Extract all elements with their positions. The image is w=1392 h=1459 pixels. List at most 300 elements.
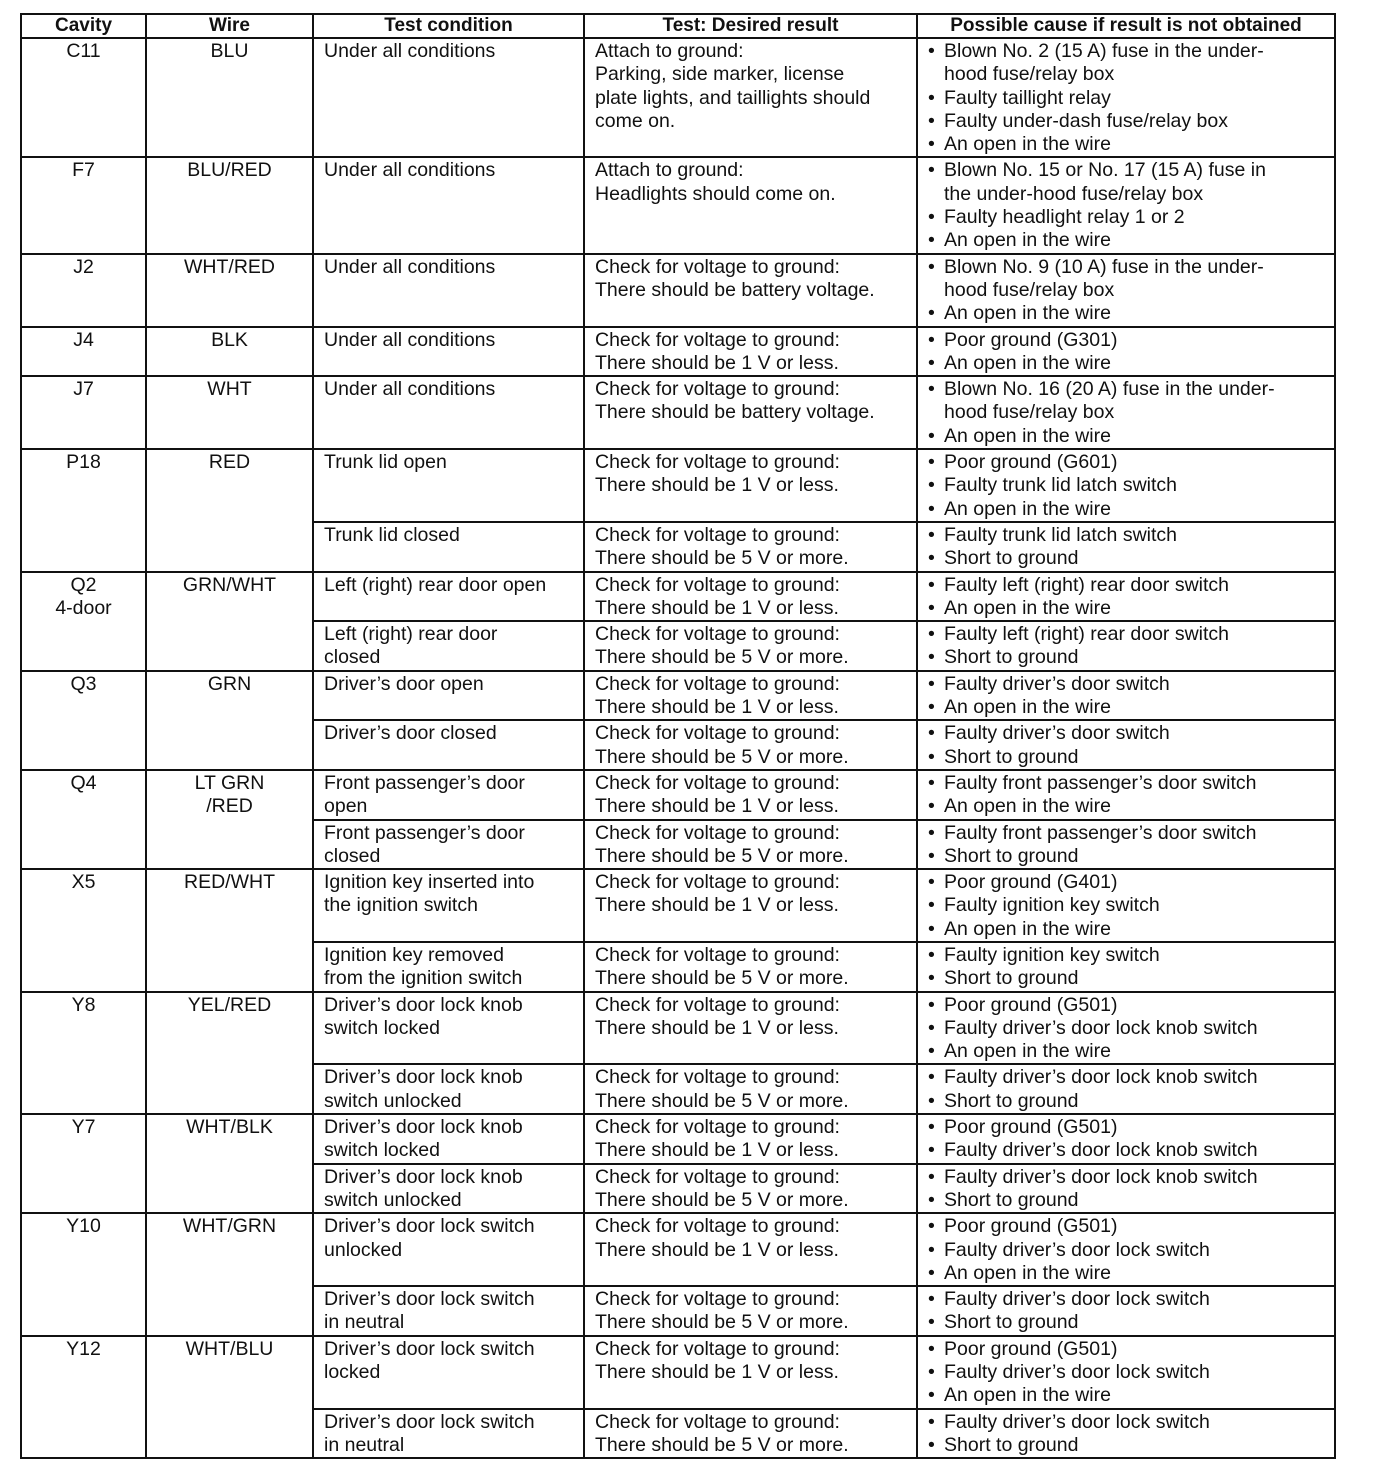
cause-text: • Poor ground (G501)	[944, 1337, 1118, 1360]
test-condition-text: switch locked	[324, 1139, 440, 1162]
cause-bullet-item	[926, 1262, 1332, 1285]
cause-text: • Faulty driver’s door switch	[944, 672, 1170, 695]
desired-result-text: Check for voltage to ground:	[595, 523, 840, 546]
table-row	[21, 770, 1335, 820]
desired-result-text: come on.	[595, 109, 676, 132]
desired-result-text: Check for voltage to ground:	[595, 1165, 840, 1188]
header-possible-cause: Possible cause if result is not obtained	[917, 14, 1335, 38]
cavity-cell	[21, 770, 146, 869]
possible-cause-cell	[917, 1164, 1335, 1214]
cause-bullet-item	[926, 524, 1332, 547]
possible-cause-cell	[917, 1336, 1335, 1409]
cause-bullet-item	[926, 944, 1332, 967]
cause-bullet-item	[926, 229, 1332, 252]
connector-test-table	[20, 13, 1336, 1459]
desired-result-text: There should be battery voltage.	[595, 401, 875, 424]
possible-cause-cell	[917, 621, 1335, 671]
header-row	[21, 14, 1335, 38]
cause-text: • Faulty under-dash fuse/relay box	[944, 109, 1228, 132]
test-condition-cell	[313, 572, 584, 622]
cause-bullet-item	[926, 646, 1332, 669]
cause-text: • Blown No. 16 (20 A) fuse in the under-	[944, 378, 1275, 401]
cause-bullet-item	[926, 1166, 1332, 1189]
cavity-text: Y8	[71, 993, 96, 1016]
cavity-text: X5	[71, 871, 96, 894]
cause-text: • Faulty driver’s door lock switch	[944, 1361, 1210, 1384]
cause-bullet-item	[926, 1411, 1332, 1434]
cavity-cell	[21, 327, 146, 377]
cause-text: • An open in the wire	[944, 795, 1111, 818]
desired-result-text: There should be 1 V or less.	[595, 795, 839, 818]
cavity-text: Q2	[70, 573, 97, 596]
cavity-text: Q3	[70, 672, 97, 695]
desired-result-text: Attach to ground:	[595, 159, 744, 182]
cause-bullet-item	[926, 795, 1332, 818]
desired-result-text: Check for voltage to ground:	[595, 623, 840, 646]
cause-text: • Faulty driver’s door lock switch	[944, 1410, 1210, 1433]
wire-color-text: GRN/WHT	[182, 573, 277, 596]
cause-text: • Short to ground	[944, 1089, 1079, 1112]
cause-bullet-item	[926, 378, 1332, 425]
cause-bullet-item	[926, 772, 1332, 795]
possible-cause-cell	[917, 1286, 1335, 1336]
desired-result-text: There should be 1 V or less.	[595, 1016, 839, 1039]
cause-bullet-item	[926, 1189, 1332, 1212]
cavity-cell	[21, 1336, 146, 1458]
test-condition-cell	[313, 327, 584, 377]
desired-result-text: There should be 5 V or more.	[595, 1089, 849, 1112]
desired-result-cell	[584, 621, 917, 671]
cause-bullet-item	[926, 597, 1332, 620]
test-condition-cell	[313, 1114, 584, 1164]
cause-text: • Faulty front passenger’s door switch	[944, 771, 1257, 794]
wire-cell	[146, 157, 313, 253]
wire-cell	[146, 376, 313, 449]
wire-cell	[146, 1114, 313, 1213]
cause-text: • Faulty taillight relay	[944, 86, 1111, 109]
desired-result-text: There should be 1 V or less.	[595, 351, 839, 374]
desired-result-cell	[584, 327, 917, 377]
desired-result-text: There should be 5 V or more.	[595, 1433, 849, 1456]
cause-text: • An open in the wire	[944, 1384, 1111, 1407]
header-wire: Wire	[146, 14, 313, 38]
cause-text: • Poor ground (G501)	[944, 1116, 1118, 1139]
cause-text: • Poor ground (G401)	[944, 871, 1118, 894]
wire-cell	[146, 327, 313, 377]
desired-result-cell	[584, 671, 917, 721]
cause-bullet-item	[926, 1338, 1332, 1361]
wire-cell	[146, 992, 313, 1114]
possible-cause-cell	[917, 942, 1335, 992]
table-row	[21, 1336, 1335, 1409]
desired-result-text: Check for voltage to ground:	[595, 871, 840, 894]
desired-result-cell	[584, 869, 917, 942]
desired-result-text: There should be 1 V or less.	[595, 474, 839, 497]
cause-text: hood fuse/relay box	[944, 63, 1115, 86]
test-condition-cell	[313, 38, 584, 157]
cause-bullet-item	[926, 1066, 1332, 1089]
table-row	[21, 1213, 1335, 1286]
test-condition-text: the ignition switch	[324, 894, 478, 917]
desired-result-text: Check for voltage to ground:	[595, 672, 840, 695]
cause-text: • An open in the wire	[944, 302, 1111, 325]
test-condition-text: Left (right) rear door	[324, 623, 498, 646]
cause-text: • Faulty driver’s door lock knob switch	[944, 1066, 1258, 1089]
desired-result-cell	[584, 1213, 917, 1286]
desired-result-text: There should be 1 V or less.	[595, 696, 839, 719]
wire-color-text: LT GRN	[194, 771, 265, 794]
wire-color-text: RED/WHT	[184, 871, 275, 894]
cause-text: • Faulty trunk lid latch switch	[944, 523, 1178, 546]
wire-cell	[146, 869, 313, 991]
cause-text: • Faulty ignition key switch	[944, 943, 1160, 966]
desired-result-cell	[584, 820, 917, 870]
test-condition-cell	[313, 720, 584, 770]
desired-result-cell	[584, 1064, 917, 1114]
cause-text: • Faulty headlight relay 1 or 2	[944, 206, 1185, 229]
test-condition-text: Driver’s door lock switch	[324, 1337, 535, 1360]
cause-bullet-item	[926, 746, 1332, 769]
cause-bullet-item	[926, 547, 1332, 570]
cavity-text: Y12	[66, 1337, 101, 1360]
header-test-condition: Test condition	[313, 14, 584, 38]
test-condition-text: from the ignition switch	[324, 967, 523, 990]
cause-text: • An open in the wire	[944, 229, 1111, 252]
cause-text: • An open in the wire	[944, 133, 1111, 156]
test-condition-text: Driver’s door lock knob	[324, 1165, 523, 1188]
cavity-text: J7	[73, 378, 94, 401]
cavity-text: 4-door	[55, 596, 112, 619]
test-condition-text: Front passenger’s door	[324, 771, 525, 794]
desired-result-text: There should be 5 V or more.	[595, 967, 849, 990]
cause-bullet-item	[926, 133, 1332, 156]
desired-result-text: There should be 1 V or less.	[595, 1361, 839, 1384]
desired-result-cell	[584, 992, 917, 1065]
cause-text: • Blown No. 2 (15 A) fuse in the under-	[944, 40, 1264, 62]
possible-cause-cell	[917, 327, 1335, 377]
cavity-text: Y10	[66, 1215, 101, 1238]
cause-bullet-item	[926, 302, 1332, 325]
cause-text: • Faulty front passenger’s door switch	[944, 821, 1257, 844]
cavity-cell	[21, 671, 146, 770]
possible-cause-cell	[917, 254, 1335, 327]
wire-cell	[146, 38, 313, 157]
wire-color-text: GRN	[207, 672, 252, 695]
test-condition-text: Under all conditions	[324, 378, 496, 401]
desired-result-text: plate lights, and taillights should	[595, 86, 871, 109]
test-condition-cell	[313, 992, 584, 1065]
cause-text: • Poor ground (G501)	[944, 993, 1118, 1016]
test-condition-text: Driver’s door lock knob	[324, 1116, 523, 1139]
cavity-text: Y7	[71, 1116, 96, 1139]
test-condition-cell	[313, 449, 584, 522]
test-condition-cell	[313, 770, 584, 820]
wire-cell	[146, 770, 313, 869]
possible-cause-cell	[917, 770, 1335, 820]
test-condition-text: Front passenger’s door	[324, 821, 525, 844]
header-cavity: Cavity	[21, 14, 146, 38]
wire-cell	[146, 449, 313, 571]
table-body	[21, 38, 1335, 1458]
desired-result-text: There should be 5 V or more.	[595, 547, 849, 570]
test-condition-text: in neutral	[324, 1311, 405, 1334]
possible-cause-cell	[917, 1114, 1335, 1164]
test-condition-cell	[313, 1213, 584, 1286]
cause-bullet-item	[926, 40, 1332, 87]
desired-result-cell	[584, 720, 917, 770]
cavity-text: C11	[66, 40, 101, 62]
possible-cause-cell	[917, 1064, 1335, 1114]
cause-text: • Faulty driver’s door lock switch	[944, 1288, 1210, 1311]
cause-text: • Short to ground	[944, 844, 1079, 867]
cause-bullet-item	[926, 1288, 1332, 1311]
cause-bullet-item	[926, 1040, 1332, 1063]
possible-cause-cell	[917, 820, 1335, 870]
cause-text: • Short to ground	[944, 646, 1079, 669]
cause-text: hood fuse/relay box	[944, 401, 1115, 424]
cause-text: • Poor ground (G301)	[944, 328, 1118, 351]
cause-bullet-item	[926, 1384, 1332, 1407]
cause-bullet-item	[926, 623, 1332, 646]
desired-result-text: Attach to ground:	[595, 40, 744, 62]
cause-text: • Blown No. 9 (10 A) fuse in the under-	[944, 255, 1264, 278]
wire-cell	[146, 1336, 313, 1458]
cause-text: • Short to ground	[944, 1433, 1079, 1456]
cause-text: • Faulty driver’s door switch	[944, 722, 1170, 745]
possible-cause-cell	[917, 671, 1335, 721]
desired-result-text: Check for voltage to ground:	[595, 378, 840, 401]
test-condition-text: Driver’s door open	[324, 672, 484, 695]
cause-text: • An open in the wire	[944, 1040, 1111, 1063]
test-condition-cell	[313, 1409, 584, 1459]
table-row	[21, 327, 1335, 377]
cause-text: • An open in the wire	[944, 596, 1111, 619]
cavity-cell	[21, 254, 146, 327]
test-condition-cell	[313, 869, 584, 942]
test-condition-text: closed	[324, 646, 381, 669]
cause-text: • Short to ground	[944, 967, 1079, 990]
table-row	[21, 38, 1335, 157]
cavity-cell	[21, 376, 146, 449]
wire-color-text: BLU	[210, 40, 249, 62]
test-condition-cell	[313, 157, 584, 253]
cause-bullet-item	[926, 918, 1332, 941]
cause-bullet-item	[926, 1017, 1332, 1040]
header-desired-result: Test: Desired result	[584, 14, 917, 38]
cavity-text: J2	[73, 255, 94, 278]
wire-color-text: WHT/BLU	[185, 1337, 274, 1360]
test-condition-text: Under all conditions	[324, 40, 496, 62]
test-condition-cell	[313, 621, 584, 671]
table-row	[21, 869, 1335, 942]
desired-result-cell	[584, 1164, 917, 1214]
test-condition-cell	[313, 522, 584, 572]
wire-color-text: BLK	[211, 328, 248, 351]
wire-color-text: RED	[208, 451, 251, 474]
wire-color-text: BLU/RED	[187, 159, 272, 182]
desired-result-text: There should be 5 V or more.	[595, 1311, 849, 1334]
wire-color-text: /RED	[206, 795, 253, 818]
desired-result-text: Check for voltage to ground:	[595, 771, 840, 794]
test-condition-cell	[313, 671, 584, 721]
test-condition-cell	[313, 376, 584, 449]
possible-cause-cell	[917, 1213, 1335, 1286]
desired-result-cell	[584, 1336, 917, 1409]
test-condition-text: locked	[324, 1361, 381, 1384]
cause-bullet-item	[926, 498, 1332, 521]
cause-text: • An open in the wire	[944, 1261, 1111, 1284]
test-condition-text: Driver’s door lock knob	[324, 993, 523, 1016]
desired-result-text: There should be 5 V or more.	[595, 646, 849, 669]
cause-bullet-item	[926, 696, 1332, 719]
cause-text: • An open in the wire	[944, 696, 1111, 719]
test-condition-text: unlocked	[324, 1238, 403, 1261]
desired-result-text: There should be 5 V or more.	[595, 745, 849, 768]
cause-bullet-item	[926, 206, 1332, 229]
cause-text: • Short to ground	[944, 1311, 1079, 1334]
desired-result-text: Check for voltage to ground:	[595, 1066, 840, 1089]
cavity-cell	[21, 1114, 146, 1213]
test-condition-cell	[313, 254, 584, 327]
cause-bullet-item	[926, 871, 1332, 894]
cause-bullet-item	[926, 451, 1332, 474]
cavity-text: F7	[72, 159, 95, 182]
test-condition-text: in neutral	[324, 1433, 405, 1456]
wire-color-text: WHT	[207, 378, 252, 401]
test-condition-text: Under all conditions	[324, 255, 496, 278]
desired-result-cell	[584, 1114, 917, 1164]
wire-color-text: WHT/GRN	[182, 1215, 277, 1238]
test-condition-cell	[313, 942, 584, 992]
possible-cause-cell	[917, 572, 1335, 622]
desired-result-cell	[584, 1409, 917, 1459]
desired-result-cell	[584, 449, 917, 522]
test-condition-text: Driver’s door lock switch	[324, 1288, 535, 1311]
desired-result-cell	[584, 157, 917, 253]
cause-bullet-item	[926, 1215, 1332, 1238]
desired-result-text: There should be 1 V or less.	[595, 1139, 839, 1162]
test-condition-text: Driver’s door lock switch	[324, 1410, 535, 1433]
desired-result-text: Check for voltage to ground:	[595, 943, 840, 966]
cause-text: • Faulty driver’s door lock knob switch	[944, 1016, 1258, 1039]
cause-bullet-item	[926, 159, 1332, 206]
desired-result-text: There should be 1 V or less.	[595, 894, 839, 917]
cause-bullet-item	[926, 722, 1332, 745]
table-row	[21, 157, 1335, 253]
test-condition-text: Driver’s door closed	[324, 722, 497, 745]
cause-bullet-item	[926, 994, 1332, 1017]
cavity-cell	[21, 1213, 146, 1335]
cause-bullet-item	[926, 1361, 1332, 1384]
test-condition-text: switch unlocked	[324, 1089, 462, 1112]
desired-result-text: Check for voltage to ground:	[595, 1215, 840, 1238]
test-condition-text: switch locked	[324, 1016, 440, 1039]
wire-cell	[146, 671, 313, 770]
possible-cause-cell	[917, 522, 1335, 572]
cause-bullet-item	[926, 1239, 1332, 1262]
test-condition-text: open	[324, 795, 368, 818]
test-condition-text: closed	[324, 844, 381, 867]
cause-text: • Faulty driver’s door lock switch	[944, 1238, 1210, 1261]
cause-bullet-item	[926, 1311, 1332, 1334]
cause-text: • Short to ground	[944, 745, 1079, 768]
cause-text: • An open in the wire	[944, 497, 1111, 520]
cause-bullet-item	[926, 673, 1332, 696]
cause-text: • Faulty ignition key switch	[944, 894, 1160, 917]
cause-text: • Short to ground	[944, 547, 1079, 570]
table-row	[21, 1114, 1335, 1164]
test-condition-text: Driver’s door lock switch	[324, 1215, 535, 1238]
desired-result-text: Check for voltage to ground:	[595, 328, 840, 351]
test-condition-text: Ignition key removed	[324, 943, 504, 966]
desired-result-cell	[584, 376, 917, 449]
cause-bullet-item	[926, 474, 1332, 497]
desired-result-cell	[584, 1286, 917, 1336]
test-condition-text: Under all conditions	[324, 328, 496, 351]
cavity-text: Q4	[70, 771, 97, 794]
cavity-cell	[21, 869, 146, 991]
cause-text: • Faulty left (right) rear door switch	[944, 623, 1230, 646]
wiring-test-table-page	[20, 13, 1334, 1459]
cause-bullet-item	[926, 1434, 1332, 1457]
test-condition-text: Driver’s door lock knob	[324, 1066, 523, 1089]
cause-text: • An open in the wire	[944, 424, 1111, 447]
test-condition-cell	[313, 820, 584, 870]
table-row	[21, 671, 1335, 721]
wire-cell	[146, 1213, 313, 1335]
test-condition-text: switch unlocked	[324, 1188, 462, 1211]
desired-result-text: Check for voltage to ground:	[595, 255, 840, 278]
possible-cause-cell	[917, 449, 1335, 522]
possible-cause-cell	[917, 157, 1335, 253]
table-row	[21, 376, 1335, 449]
cause-text: • An open in the wire	[944, 917, 1111, 940]
cause-text: • Poor ground (G601)	[944, 451, 1118, 474]
cause-bullet-item	[926, 329, 1332, 352]
possible-cause-cell	[917, 38, 1335, 157]
desired-result-text: There should be 1 V or less.	[595, 596, 839, 619]
possible-cause-cell	[917, 1409, 1335, 1459]
desired-result-text: Headlights should come on.	[595, 182, 836, 205]
cause-bullet-item	[926, 110, 1332, 133]
desired-result-text: Check for voltage to ground:	[595, 821, 840, 844]
cause-text: • Faulty driver’s door lock knob switch	[944, 1139, 1258, 1162]
desired-result-text: There should be battery voltage.	[595, 278, 875, 301]
desired-result-text: Check for voltage to ground:	[595, 722, 840, 745]
test-condition-text: Under all conditions	[324, 159, 496, 182]
test-condition-cell	[313, 1164, 584, 1214]
cause-bullet-item	[926, 1090, 1332, 1113]
cause-text: hood fuse/relay box	[944, 278, 1115, 301]
desired-result-text: Check for voltage to ground:	[595, 1288, 840, 1311]
cause-bullet-item	[926, 256, 1332, 303]
desired-result-text: Check for voltage to ground:	[595, 993, 840, 1016]
cause-bullet-item	[926, 352, 1332, 375]
cause-bullet-item	[926, 574, 1332, 597]
cause-text: • Blown No. 15 or No. 17 (15 A) fuse in	[944, 159, 1266, 182]
wire-cell	[146, 254, 313, 327]
cause-bullet-item	[926, 845, 1332, 868]
cause-bullet-item	[926, 1139, 1332, 1162]
possible-cause-cell	[917, 720, 1335, 770]
desired-result-text: Check for voltage to ground:	[595, 573, 840, 596]
wire-color-text: WHT/BLK	[186, 1116, 273, 1139]
cavity-text: J4	[73, 328, 94, 351]
test-condition-text: Trunk lid open	[324, 451, 447, 474]
cause-text: • Faulty driver’s door lock knob switch	[944, 1165, 1258, 1188]
cause-bullet-item	[926, 425, 1332, 448]
cause-text: • Short to ground	[944, 1188, 1079, 1211]
